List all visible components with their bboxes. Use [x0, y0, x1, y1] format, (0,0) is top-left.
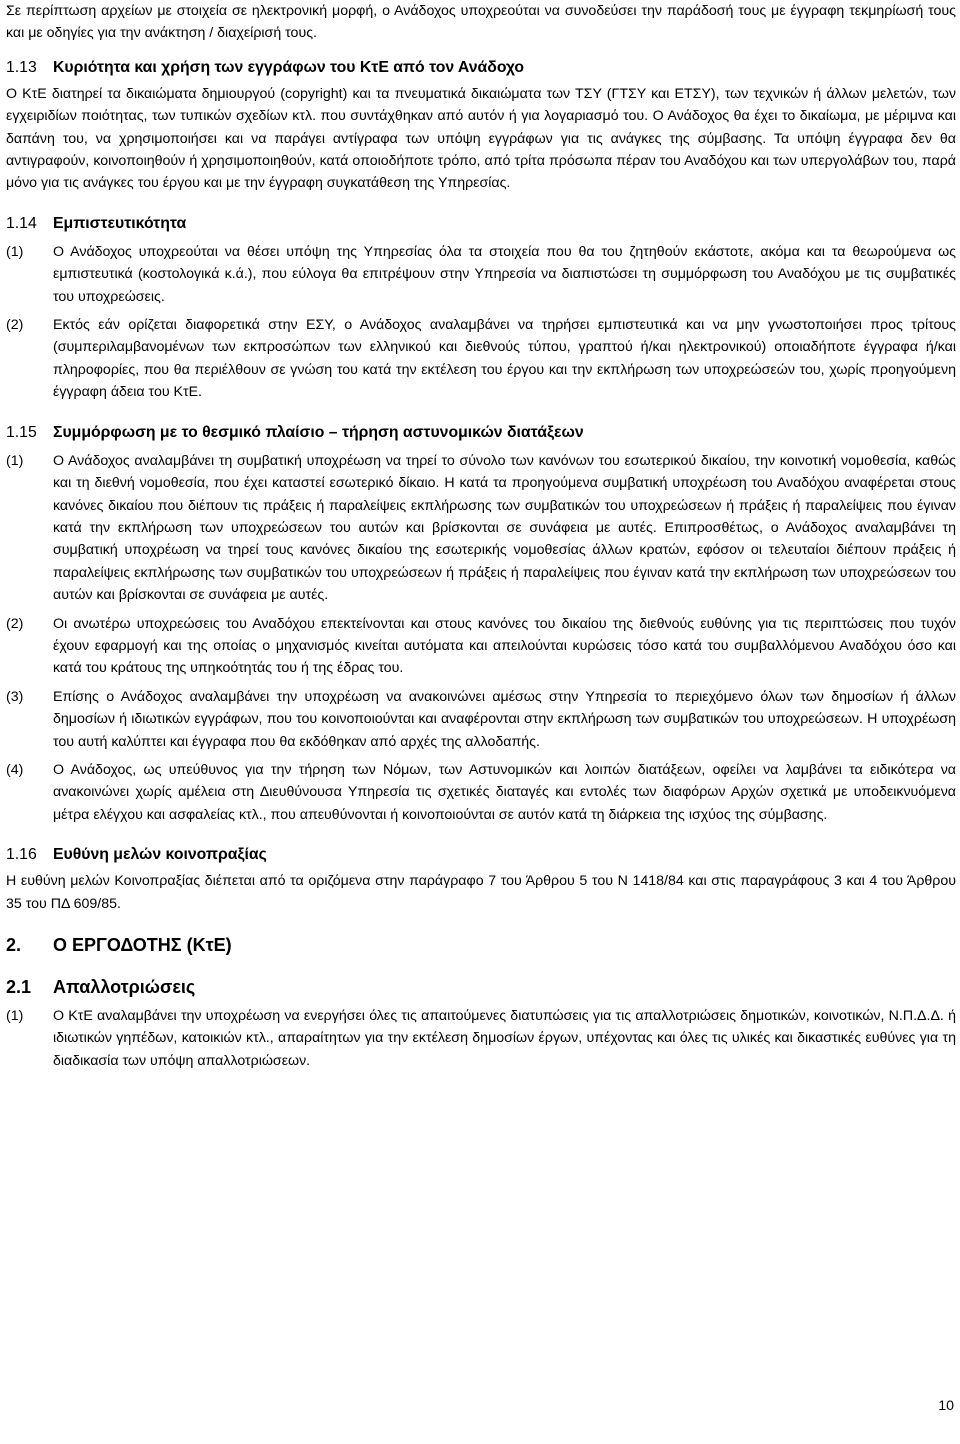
list-item: [6, 241, 956, 308]
section-title: Ευθύνη μελών κοινοπραξίας: [53, 846, 267, 864]
chapter-2-heading: [6, 933, 956, 957]
section-title: Συμμόρφωση με το θεσμικό πλαίσιο – τήρηση αστυνομικών διατάξεων: [53, 423, 584, 441]
list-item: [6, 613, 956, 680]
item-text: Ο Ανάδοχος, ως υπεύθυνος για την τήρηση των Νόμων, των Αστυνομικών και λοιπών διατάξεων, οφείλει να λαμβάνει τα ειδικότερα να ανακοινώνει χωρίς αμέλεια στη Διευθύνουσα Υπηρεσία τις σχετικές διαταγές και εντολές των διαφόρων Αρχών σχετικά με υποδεικνυόμενα μέτρα ελέγχου και ασφαλείας κτλ., που απευθύνονται ή κοινοποιούνται σε αυτόν κατά τη διάρκεια της ισχύος της σύμβασης.: [53, 761, 956, 823]
section-2-1-heading: [6, 975, 956, 999]
section-1-13-heading: [6, 57, 956, 79]
list-item: [6, 314, 956, 404]
section-number: 1.14: [6, 214, 37, 232]
item-label: (4): [6, 761, 24, 778]
list-item: [6, 450, 956, 607]
section-1-14-heading: [6, 213, 956, 235]
chapter-title: Ο ΕΡΓΟΔΟΤΗΣ (ΚτΕ): [53, 935, 232, 955]
section-title: Κυριότητα και χρήση των εγγράφων του ΚτΕ από τον Ανάδοχο: [53, 58, 525, 76]
item-label: (2): [6, 317, 24, 334]
item-text: Ο Ανάδοχος αναλαμβάνει τη συμβατική υποχρέωση να τηρεί το σύνολο των κανόνων του εσωτερικού δικαίου, την κοινοτική νομοθεσία, καθώς και τη διεθνή νομοθεσία, που έχει καταστεί εσωτερικό δίκαιο. Η κατά τα προηγούμενα συμβατική υποχρέωση του Αναδόχου αναφέρεται στους κανόνες δικαίου που διέπουν τις πράξεις ή παραλείψεις εκπλήρωσης των συμβατικών του υποχρεώσεων ή πράξεις ή παραλείψεις που έγιναν κατά την εκπλήρωση των υποχρεώσεων του αυτών και βρίσκονται σε συνάφεια με αυτές. Επιπροσθέτως, ο Ανάδοχος αναλαμβάνει τη συμβατική υποχρέωση να τηρεί τους κανόνες δικαίου της εσωτερικής νομοθεσίας άλλων κρατών, εφόσον οι τελευταίοι διέπουν πράξεις ή παραλείψεις εκπλήρωσης των συμβατικών του υποχρεώσεων ή πράξεις ή παραλείψεις που έγιναν κατά την εκπλήρωση των υποχρεώσεων του αυτών και βρίσκονται σε συνάφεια με αυτές.: [53, 452, 956, 604]
section-number: 1.13: [6, 58, 37, 76]
section-number: 1.15: [6, 423, 37, 441]
item-text: Επίσης ο Ανάδοχος αναλαμβάνει την υποχρέωση να ανακοινώνει αμέσως στην Υπηρεσία το περιεχόμενο όλων των δημοσίων ή άλλων δημοσίων ή ιδιωτικών εγγράφων, που του κοινοποιούνται και αναφέρονται στην εκπλήρωση των συμβατικών του υποχρεώσεων. Η υποχρέωση του αυτή καλύπτει και έγγραφα που θα εκδόθηκαν από αρχές της αλλοδαπής.: [53, 688, 956, 750]
chapter-number: 2.: [6, 935, 22, 955]
item-label: (1): [6, 243, 24, 260]
section-1-16-heading: [6, 844, 956, 866]
item-text: Εκτός εάν ορίζεται διαφορετικά στην ΕΣΥ, ο Ανάδοχος αναλαμβάνει να τηρήσει εμπιστευτικά και να μην γνωστοποιήσει προς τρίτους (συμπεριλαμβανομένων των εκπροσώπων των ελληνικού και διεθνούς τύπου, γραπτού ή/και ηλεκτρονικού) οποιαδήποτε έγγραφα ή/και πληροφορίες, που θα περιέλθουν σε γνώση του κατά την εκτέλεση του έργου και την εκπλήρωση των υποχρεώσεών του, χωρίς προηγούμενη έγγραφη άδεια του ΚτΕ.: [53, 317, 956, 401]
section-1-16-body: Η ευθύνη μελών Κοινοπραξίας διέπεται από τα οριζόμενα στην παράγραφο 7 του Άρθρου 5 του Ν 1418/84 και στις παραγράφους 3 και 4 του Άρθρου 35 του ΠΔ 609/85.: [6, 873, 956, 912]
section-number: 1.16: [6, 846, 37, 864]
item-label: (1): [6, 452, 24, 469]
section-1-15-heading: [6, 422, 956, 444]
item-label: (2): [6, 615, 24, 632]
section-1-13-body: Ο ΚτΕ διατηρεί τα δικαιώματα δημιουργού (copyright) και τα πνευματικά δικαιώματα των ΤΣΥ (ΓΤΣΥ και ΕΤΣΥ), των τεχνικών ή άλλων μελετών, των εγχειριδίων ποιότητας, των τυπικών σχεδίων κτλ. που συντάχθηκαν από αυτόν ή για λογαριασμό του. Ο Ανάδοχος θα έχει το δικαίωμα, με μέριμνα και δαπάνη του, να χρησιμοποιήσει και να παράγει αντίγραφα των υπόψη εγγράφων για τις ανάγκες της σύμβασης. Τα υπόψη έγγραφα δεν θα αντιγραφούν, κοινοποιηθούν ή χρησιμοποιηθούν, κατά οποιοδήποτε τρόπο, από τρίτα πρόσωπα πέραν του Αναδόχου και των υπεργολάβων του, παρά μόνο για τις ανάγκες του έργου και με την έγγραφη συγκατάθεση της Υπηρεσίας.: [6, 85, 956, 192]
page-content: [6, 0, 956, 1072]
section-title: Απαλλοτριώσεις: [53, 977, 196, 997]
item-label: (1): [6, 1008, 24, 1024]
item-label: (3): [6, 688, 24, 705]
list-item: [6, 759, 956, 826]
list-item: [6, 1005, 956, 1072]
item-text: Ο Ανάδοχος υποχρεούται να θέσει υπόψη της Υπηρεσίας όλα τα στοιχεία που θα του ζητηθούν εκάστοτε, ακόμα και τα θεωρούμενα ως εμπιστευτικά (κοστολογικά κ.ά.), που εύλογα θα επιτρέψουν στην Υπηρεσία να διαπιστώσει τη συμμόρφωση του Αναδόχου με τις συμβατικές του υποχρεώσεις.: [53, 243, 956, 305]
page-number: 10: [938, 1398, 954, 1414]
section-number: 2.1: [6, 977, 32, 997]
item-text: Ο ΚτΕ αναλαμβάνει την υποχρέωση να ενεργήσει όλες τις απαιτούμενες διατυπώσεις για τις απαλλοτριώσεις δημοτικών, κοινοτικών, Ν.Π.Δ.Δ. ή ιδιωτικών γηπέδων, κατοικιών κτλ., απαραίτητων για την εκτέλεση δημοσίων έργων, υπέχοντας και όλες τις υλικές και δικαστικές ευθύνες για τη διαδικασία των υπόψη απαλλοτριώσεων.: [53, 1008, 956, 1069]
intro-paragraph: Σε περίπτωση αρχείων με στοιχεία σε ηλεκτρονική μορφή, ο Ανάδοχος υποχρεούται να συνοδεύσει την παράδοσή τους με έγγραφη τεκμηρίωσή τους και με οδηγίες για την ανάκτηση / διαχείρισή τους.: [6, 3, 956, 42]
list-item: [6, 686, 956, 753]
item-text: Οι ανωτέρω υποχρεώσεις του Αναδόχου επεκτείνονται και στους κανόνες του δικαίου της διεθνούς ευθύνης για τις περιπτώσεις που τυχόν έχουν εφαρμογή και της οποίας ο μηχανισμός κινείται αυτόματα και απειλούνται κυρώσεις τόσο κατά του συμβαλλόμενου Αναδόχου όσο και κατά του κράτους της υπηκοότητάς του ή της έδρας του.: [53, 615, 956, 677]
section-title: Εμπιστευτικότητα: [53, 214, 187, 232]
